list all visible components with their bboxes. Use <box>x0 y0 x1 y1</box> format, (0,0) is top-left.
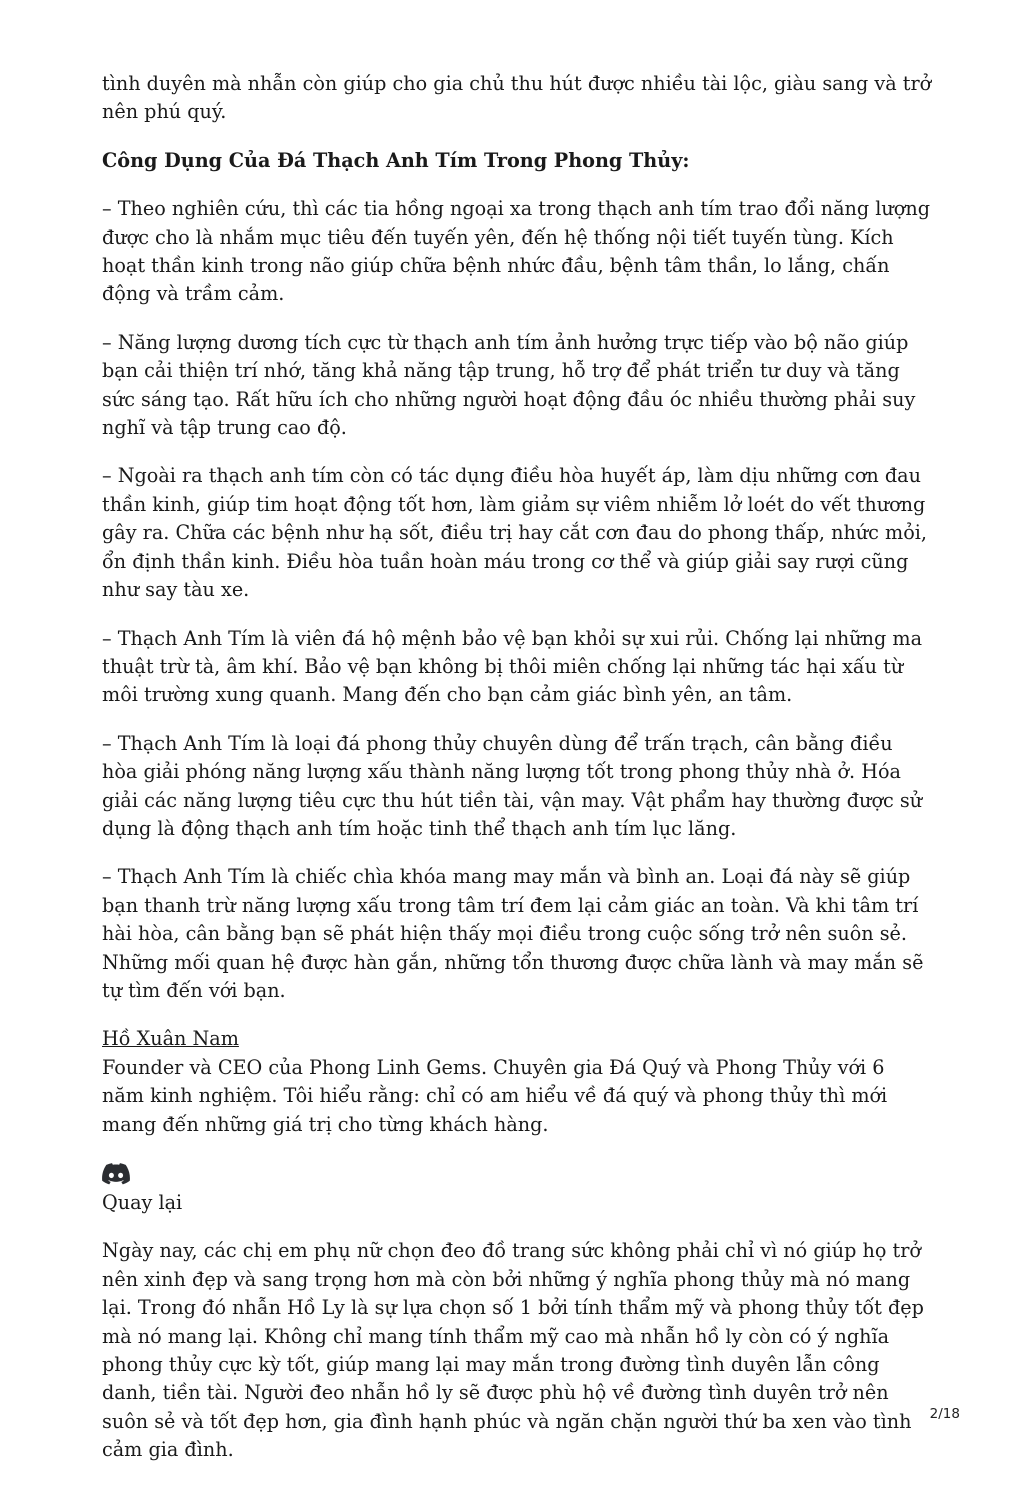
back-link[interactable]: Quay lại <box>102 1191 183 1214</box>
body-paragraph-3: – Ngoài ra thạch anh tím còn có tác dụng điều hòa huyết áp, làm dịu những cơn đau thần kinh, giúp tim hoạt động tốt hơn, làm giảm sự viêm nhiễm lở loét do vết thương gây ra. Chữa các bệnh như hạ sốt, điều trị hay cắt cơn đau do phong thấp, nhức mỏi, ổn định thần kinh. Điều hòa tuần hoàn máu trong cơ thể và giúp giải say rượi cũng như say tàu xe. <box>102 464 927 602</box>
body-paragraph-5: – Thạch Anh Tím là loại đá phong thủy chuyên dùng để trấn trạch, cân bằng điều hòa giải phóng năng lượng xấu thành năng lượng tốt trong phong thủy nhà ở. Hóa giải các năng lượng tiêu cực thu hút tiền tài, vận may. Vật phẩm hay thường được sử dụng là động thạch anh tím hoặc tinh thể thạch anh tím lục lăng. <box>102 731 923 840</box>
discord-icon[interactable] <box>102 1163 130 1185</box>
page-number: 2/18 <box>929 1406 960 1422</box>
social-links <box>102 1159 932 1189</box>
section-heading: Công Dụng Của Đá Thạch Anh Tím Trong Phong Thủy: <box>102 148 690 172</box>
author-name-link[interactable]: Hồ Xuân Nam <box>102 1027 239 1051</box>
body-paragraph-6: – Thạch Anh Tím là chiếc chìa khóa mang may mắn và bình an. Loại đá này sẽ giúp bạn thanh trừ năng lượng xấu trong tâm trí đem lại cảm giác an toàn. Và khi tâm trí hài hòa, cân bằng bạn sẽ phát hiện thấy mọi điều trong cuộc sống trở nên suôn sẻ. Những mối quan hệ được hàn gắn, những tổn thương được chữa lành và may mắn sẽ tự tìm đến với bạn. <box>102 865 924 1002</box>
body-paragraph-1: – Theo nghiên cứu, thì các tia hồng ngoại xa trong thạch anh tím trao đổi năng lượng được cho là nhắm mục tiêu đến tuyến yên, đến hệ thống nội tiết tuyến tùng. Kích hoạt thần kinh trong não giúp chữa bệnh nhức đầu, bệnh tâm thần, lo lắng, chấn động và trầm cảm. <box>102 197 930 306</box>
body-paragraph-2: – Năng lượng dương tích cực từ thạch anh tím ảnh hưởng trực tiếp vào bộ não giúp bạn cải thiện trí nhớ, tăng khả năng tập trung, hỗ trợ để phát triển tư duy và tăng sức sáng tạo. Rất hữu ích cho những người hoạt động đầu óc nhiều thường phải suy nghĩ và tập trung cao độ. <box>102 330 916 440</box>
document-page <box>102 70 932 1485</box>
intro-tail-paragraph: tình duyên mà nhẫn còn giúp cho gia chủ thu hút được nhiều tài lộc, giàu sang và trở nên phú quý. <box>102 72 932 124</box>
closing-paragraph: Ngày nay, các chị em phụ nữ chọn đeo đồ trang sức không phải chỉ vì nó giúp họ trở nên xinh đẹp và sang trọng hơn mà còn bởi những ý nghĩa phong thủy mà nó mang lại. Trong đó nhẫn Hồ Ly là sự lựa chọn số 1 bởi tính thẩm mỹ và phong thủy tốt đẹp mà nó mang lại. Không chỉ mang tính thẩm mỹ cao mà nhẫn hồ ly còn có ý nghĩa phong thủy cực kỳ tốt, giúp mang lại may mắn trong đường tình duyên lẫn công danh, tiền tài. Người đeo nhẫn hồ ly sẽ được phù hộ về đường tình duyên trở nên suôn sẻ và tốt đẹp hơn, gia đình hạnh phúc và ngăn chặn người thứ ba xen vào tình cảm gia đình. <box>102 1239 924 1462</box>
author-box <box>102 1025 932 1139</box>
body-paragraph-4: – Thạch Anh Tím là viên đá hộ mệnh bảo vệ bạn khỏi sự xui rủi. Chống lại những ma thuật trừ tà, âm khí. Bảo vệ bạn không bị thôi miên chống lại những tác hại xấu từ môi trường xung quanh. Mang đến cho bạn cảm giác bình yên, an tâm. <box>102 626 923 707</box>
author-bio: Founder và CEO của Phong Linh Gems. Chuyên gia Đá Quý và Phong Thủy với 6 năm kinh nghiệm. Tôi hiểu rằng: chỉ có am hiểu về đá quý và phong thủy thì mới mang đến những giá trị cho từng khách hàng. <box>102 1055 888 1136</box>
